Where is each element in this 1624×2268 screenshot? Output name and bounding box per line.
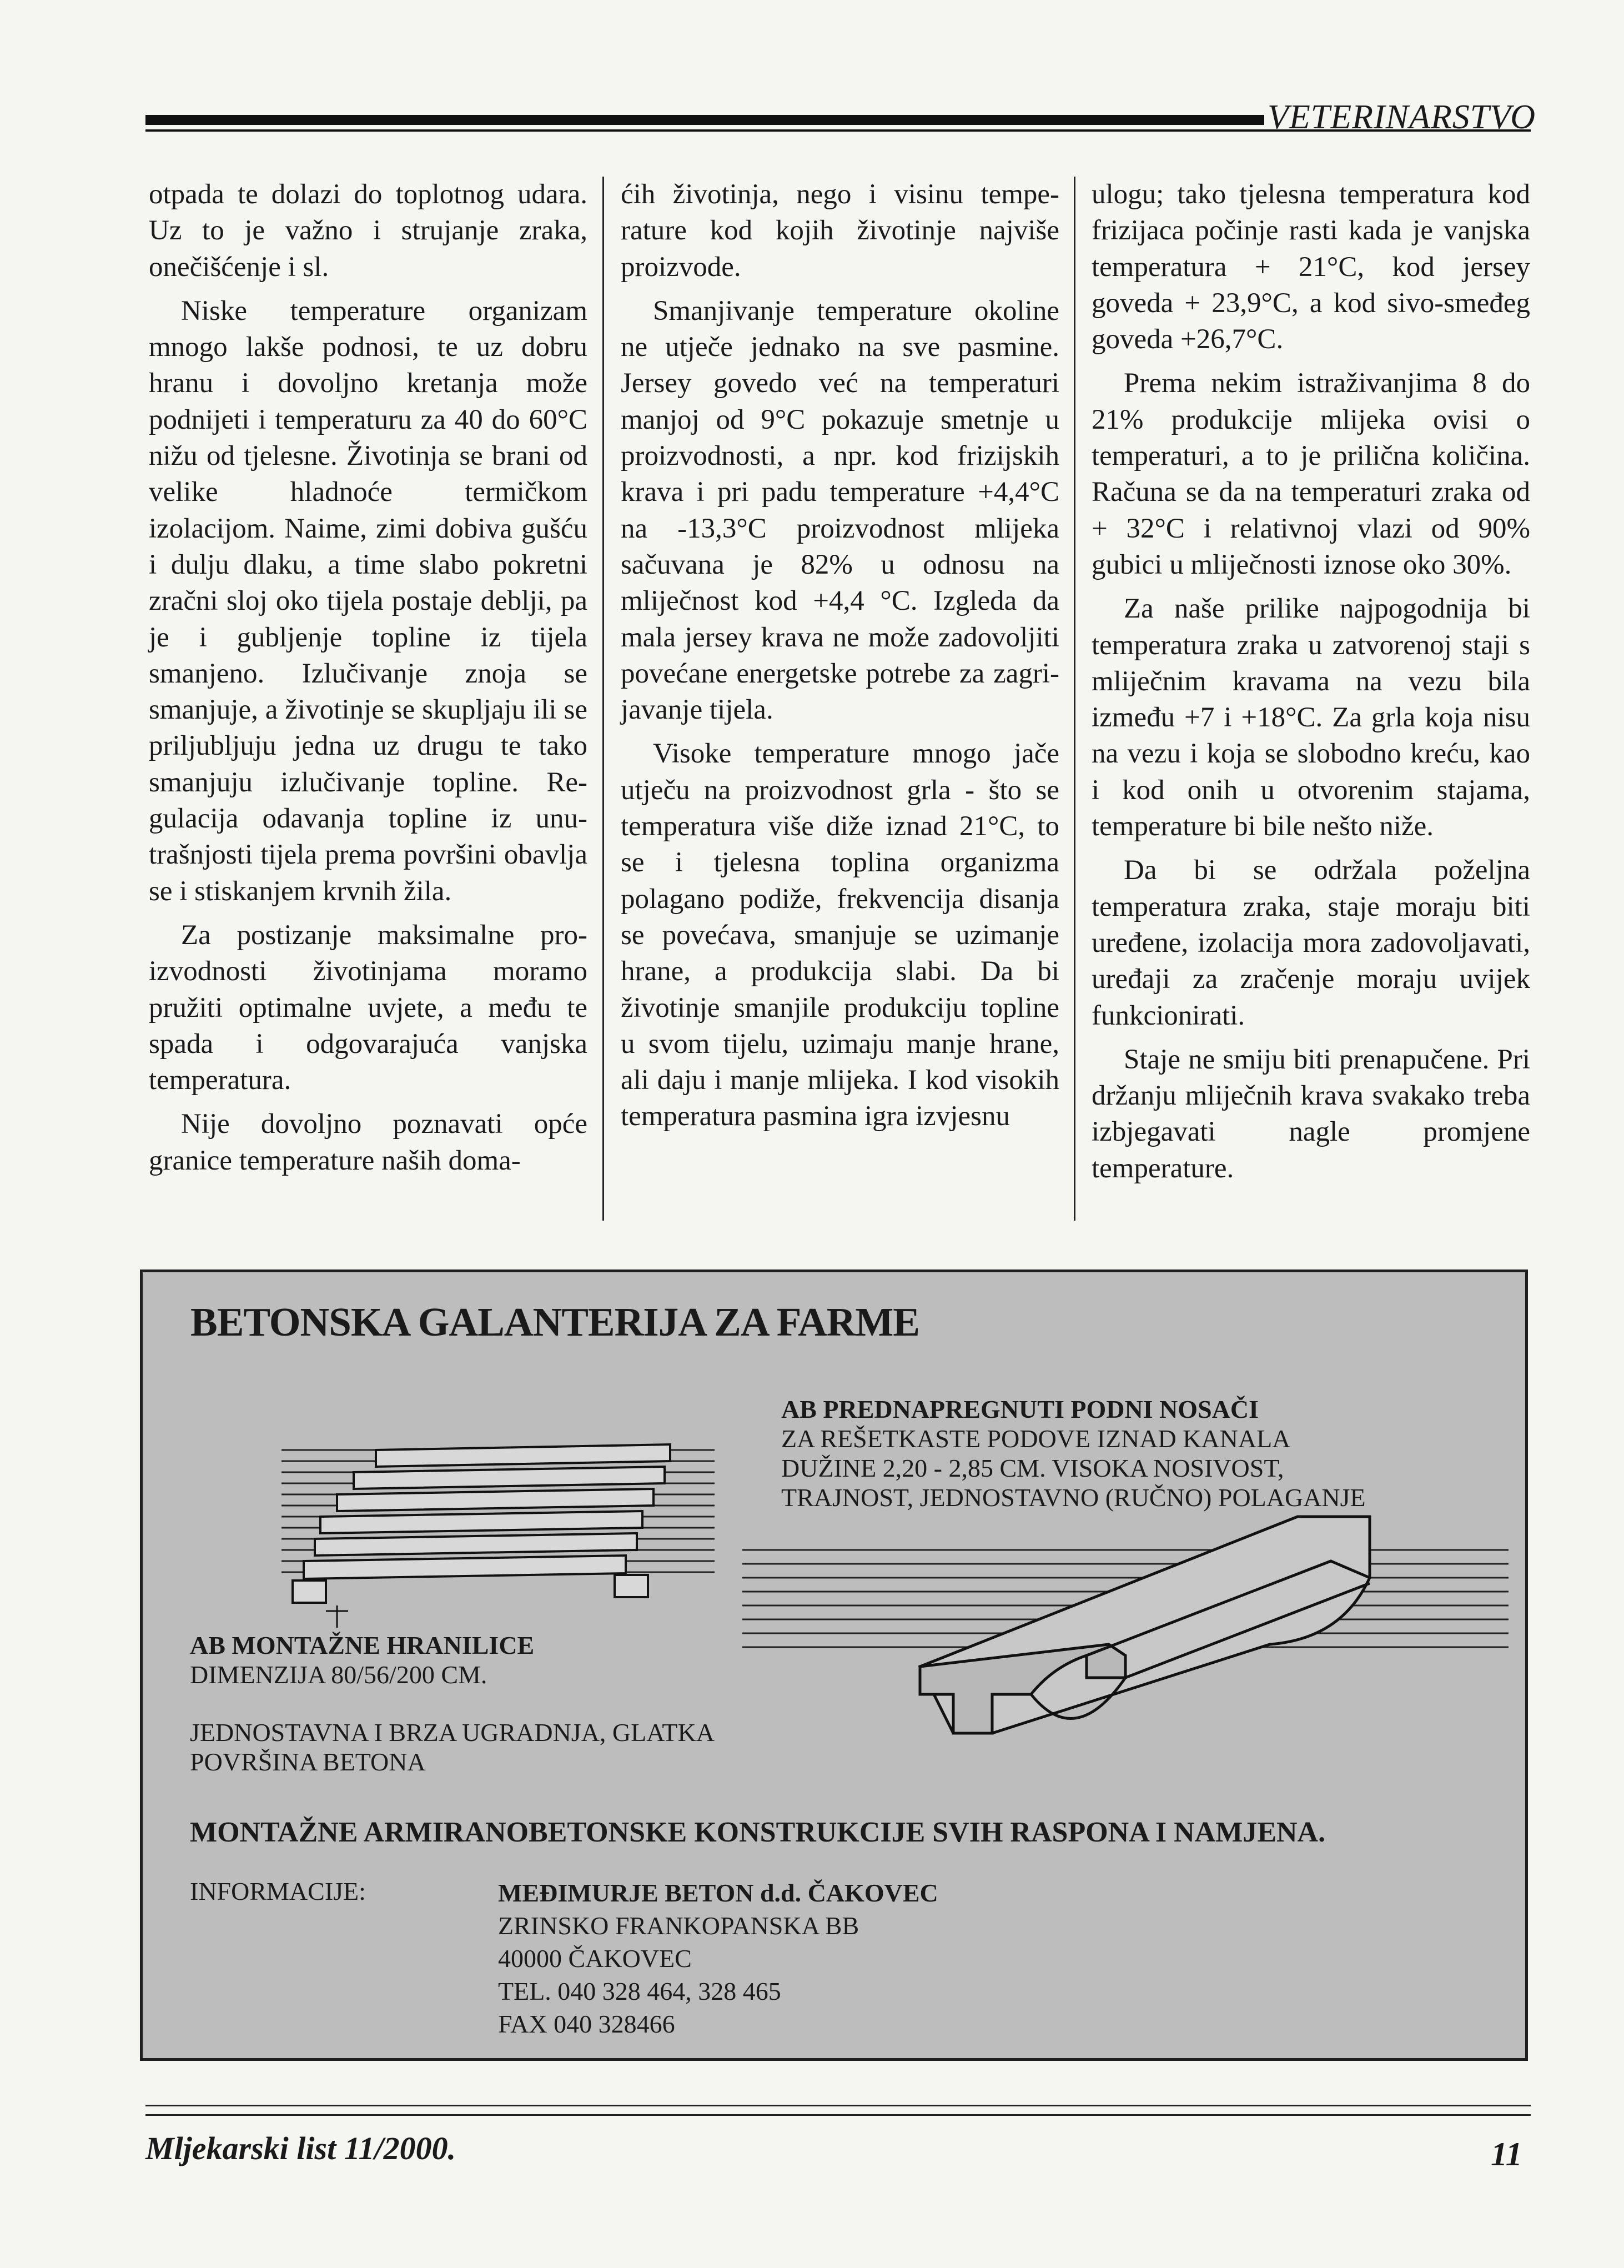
fax-line: FAX 040 328466 xyxy=(498,2010,675,2038)
paragraph: Za naše prilike najpogodnija bi temperatura zraka u zatvorenoj staji s mliječnim kravama na vezu bila između +7 i +18°C. Za grla koja nisu na vezu i koja se slobodno kreću, kao i kod onih u otvorenim stajama, temperature bi bile nešto niže. xyxy=(1092,593,1530,842)
ad-line: DIMENZIJA 80/56/200 CM. xyxy=(190,1660,487,1689)
paragraph: otpada te dolazi do toplotnog udara. Uz to je važno i strujanje zraka, onečišćenje i sl. xyxy=(149,179,587,283)
ad-line: AB PREDNAPREGNUTI PODNI NOSAČI xyxy=(781,1395,1259,1423)
column-rule xyxy=(602,177,604,1221)
paragraph: Staje ne smiju biti prenapučene. Pri držanju mliječnih krava svakako treba izbjegavati nagle promjene temperature. xyxy=(1092,1043,1530,1184)
ad-company-address xyxy=(498,1876,938,2040)
ad-line: POVRŠINA BETONA xyxy=(190,1748,426,1776)
ad-installation-text xyxy=(190,1718,715,1777)
ad-troughs-text xyxy=(190,1630,534,1689)
paragraph: ćih životinja, nego i visinu temperature kod kojih životinje najviše proizvode. xyxy=(621,179,1059,283)
ad-line: JEDNOSTAVNA I BRZA UGRADNJA, GLATKA xyxy=(190,1718,715,1747)
column-rule xyxy=(1074,177,1075,1221)
publication-name: Mljekarski list 11/2000. xyxy=(145,2130,456,2166)
paragraph: ulogu; tako tjelesna temperatura kod frizijaca počinje rasti kada je vanjska temperatura + 21°C, kod jersey goveda + 23,9°C, a kod sivo-smeđeg goveda +26,7°C. xyxy=(1092,179,1530,355)
floor-beams-illustration xyxy=(281,1428,715,1628)
ad-line: ZA REŠETKASTE PODOVE IZNAD KANALA xyxy=(781,1424,1291,1453)
header-bar xyxy=(145,115,1264,125)
footer-rule xyxy=(145,2114,1531,2116)
paragraph: Niske temperature organizam mnogo lakše podnosi, te uz dobru hranu i dovoljno kretanja može podnijeti i temperaturu za 40 do 60°C nižu od tjelesne. Životinja se brani od velike hladnoće termičkom izolacijom. Naime, zimi dobiva gušću i dulju dlaku, a time slabo pokretni zračni sloj oko tijela postaje deblji, pa je i gubljenje topline iz tijela smanjeno. Izlučivanje znoja se smanjuje, a životinje se skupljaju ili se priljubljuju jedna uz drugu te tako smanjuju izlučivanje topline. Regulacija odavanja topline iz unutrašnjosti tijela prema površini obavlja se i stiskanjem krvnih žila. xyxy=(149,295,587,907)
ad-line: DUŽINE 2,20 - 2,85 CM. VISOKA NOSIVOST, xyxy=(781,1454,1284,1482)
paragraph: Nije dovoljno poznavati opće granice temperature naših doma- xyxy=(149,1108,587,1176)
text-column-1 xyxy=(149,177,587,1232)
ad-tagline: MONTAŽNE ARMIRANOBETONSKE KONSTRUKCIJE SVIH RASPONA I NAMJENA. xyxy=(190,1817,1326,1848)
section-title: VETERINARSTVO xyxy=(1268,98,1536,136)
ad-title: BETONSKA GALANTERIJA ZA FARME xyxy=(190,1299,919,1344)
ad-info-label: INFORMACIJE: xyxy=(190,1877,366,1905)
phone-line: TEL. 040 328 464, 328 465 xyxy=(498,1977,781,2005)
page-number: 11 xyxy=(1491,2136,1522,2172)
paragraph: Visoke temperature mnogo jače utječu na proizvodnost grla - što se temperatura više diže iznad 21°C, to se i tjelesna toplina organizma polagano podiže, frekvencija disanja se povećava, smanjuje se uzimanje hrane, a produkcija slabi. Da bi životinje smanjile produkciju topline u svom tijelu, uzimaju manje hrane, ali daju i manje mlijeka. I kod visokih temperatura pasmina igra izvjesnu xyxy=(621,738,1059,1132)
ad-line: AB MONTAŽNE HRANILICE xyxy=(190,1631,535,1659)
text-column-2 xyxy=(621,177,1059,1232)
ad-floor-beams-text xyxy=(781,1394,1366,1512)
paragraph: Za postizanje maksimalne proizvodnosti životinjama moramo pružiti optimalne uvjete, a među te spada i odgovarajuća vanjska temperatura. xyxy=(149,919,587,1096)
footer-rule xyxy=(145,2105,1531,2106)
text-column-3 xyxy=(1092,177,1530,1232)
ad-line: TRAJNOST, JEDNOSTAVNO (RUČNO) POLAGANJE xyxy=(781,1483,1366,1512)
paragraph: Prema nekim istraživanjima 8 do 21% produkcije mlijeka ovisi o temperaturi, a to je prilična količina. Računa se da na temperaturi zraka od + 32°C i relativnoj vlazi od 90% gubici u mliječnosti iznose oko 30%. xyxy=(1092,368,1530,580)
company-name: MEĐIMURJE BETON d.d. ČAKOVEC xyxy=(498,1879,938,1907)
address-line: 40000 ČAKOVEC xyxy=(498,1944,692,1973)
advertisement xyxy=(140,1270,1528,2061)
address-line: ZRINSKO FRANKOPANSKA BB xyxy=(498,1911,859,1940)
paragraph: Smanjivanje temperature okoline ne utječe jednako na sve pasmine. Jersey govedo već na temperaturi manjoj od 9°C pokazuje smetnje u proizvodnosti, a npr. kod frizijskih krava i pri padu temperature +4,4°C na -13,3°C proizvodnost mlijeka sačuvana je 82% u odnosu na mliječnost kod +4,4 °C. Izgleda da mala jersey krava ne može zadovoljiti povećane energetske potrebe za zagrijavanje tijela. xyxy=(621,295,1059,726)
feeding-trough-illustration xyxy=(742,1511,1509,1761)
paragraph: Da bi se održala poželjna temperatura zraka, staje moraju biti uređene, izolacija mora zadovoljavati, uređaji za zračenje moraju uvijek funkcionirati. xyxy=(1092,855,1530,1031)
